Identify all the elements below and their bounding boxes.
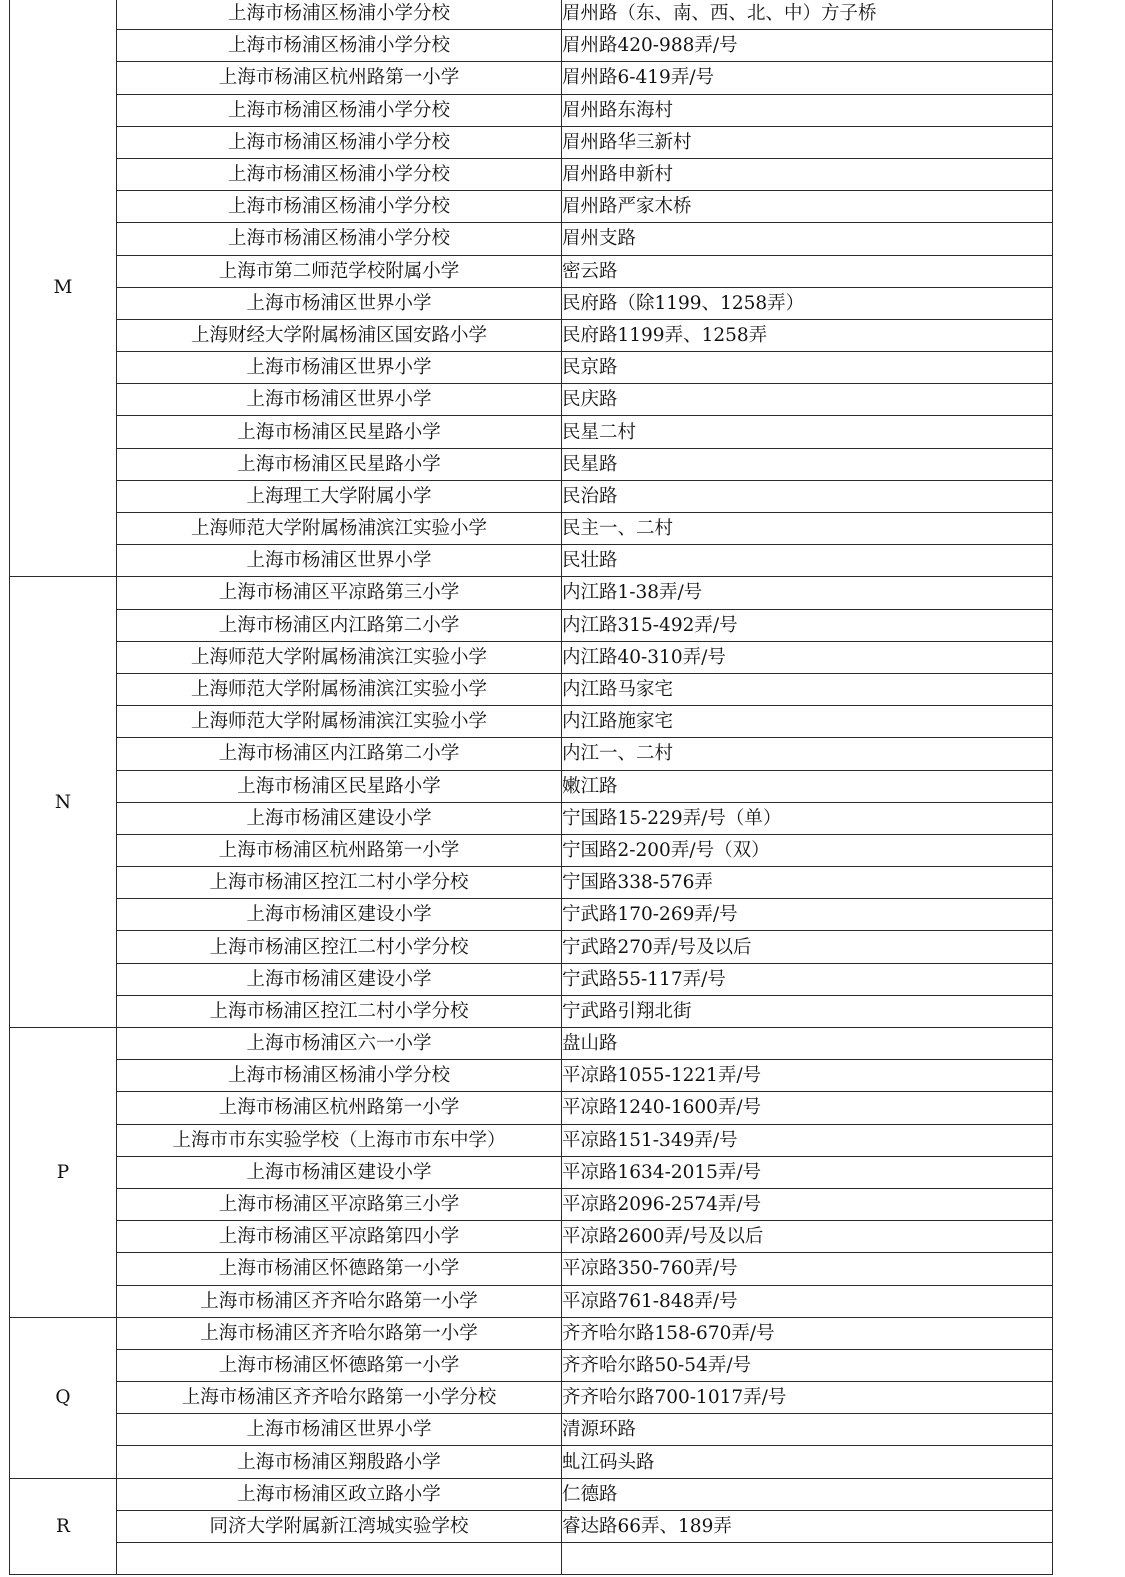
road-cell: 平凉路1055-1221弄/号	[562, 1060, 1053, 1092]
road-cell: 民治路	[562, 480, 1053, 512]
school-cell: 上海市杨浦区民星路小学	[117, 416, 562, 448]
school-cell: 上海市杨浦区建设小学	[117, 1156, 562, 1188]
school-cell: 上海市杨浦区平凉路第四小学	[117, 1221, 562, 1253]
road-cell: 宁武路引翔北街	[562, 995, 1053, 1027]
school-cell: 同济大学附属新江湾城实验学校	[117, 1510, 562, 1542]
road-cell: 眉州路东海村	[562, 94, 1053, 126]
school-cell: 上海师范大学附属杨浦滨江实验小学	[117, 513, 562, 545]
group-letter: M	[10, 0, 117, 577]
school-cell: 上海市第二师范学校附属小学	[117, 255, 562, 287]
school-cell: 上海市杨浦区平凉路第三小学	[117, 1188, 562, 1220]
school-cell: 上海市市东实验学校（上海市市东中学）	[117, 1124, 562, 1156]
table-row	[10, 545, 1053, 577]
school-cell: 上海市杨浦区杨浦小学分校	[117, 223, 562, 255]
school-cell: 上海市杨浦区世界小学	[117, 545, 562, 577]
road-cell: 民星路	[562, 448, 1053, 480]
school-cell: 上海市杨浦区世界小学	[117, 287, 562, 319]
group-letter: R	[10, 1478, 117, 1575]
school-cell: 上海市杨浦区建设小学	[117, 802, 562, 834]
table-row	[10, 609, 1053, 641]
table-row	[10, 513, 1053, 545]
table-row	[10, 1188, 1053, 1220]
table-row	[10, 963, 1053, 995]
table-row	[10, 126, 1053, 158]
road-cell: 民壮路	[562, 545, 1053, 577]
road-cell: 平凉路151-349弄/号	[562, 1124, 1053, 1156]
school-cell: 上海市杨浦区杨浦小学分校	[117, 158, 562, 190]
table-row	[10, 1446, 1053, 1478]
school-cell: 上海市杨浦区杭州路第一小学	[117, 834, 562, 866]
group-letter: Q	[10, 1317, 117, 1478]
table-row	[10, 1285, 1053, 1317]
table-row	[10, 448, 1053, 480]
school-cell: 上海市杨浦区世界小学	[117, 352, 562, 384]
table-row	[10, 352, 1053, 384]
group-letter: P	[10, 1028, 117, 1318]
table-row	[10, 1124, 1053, 1156]
road-cell: 民庆路	[562, 384, 1053, 416]
table-row	[10, 1510, 1053, 1542]
table-row	[10, 30, 1053, 62]
table-row	[10, 480, 1053, 512]
school-cell: 上海市杨浦区平凉路第三小学	[117, 577, 562, 609]
table-row	[10, 1060, 1053, 1092]
table-row	[10, 1317, 1053, 1349]
school-cell: 上海市杨浦区齐齐哈尔路第一小学	[117, 1285, 562, 1317]
school-cell: 上海市杨浦区内江路第二小学	[117, 609, 562, 641]
table-row	[10, 1221, 1053, 1253]
school-cell: 上海市杨浦区怀德路第一小学	[117, 1349, 562, 1381]
road-cell: 内江路40-310弄/号	[562, 641, 1053, 673]
road-cell: 平凉路2600弄/号及以后	[562, 1221, 1053, 1253]
table-row	[10, 1543, 1053, 1575]
school-cell: 上海市杨浦区建设小学	[117, 963, 562, 995]
road-cell: 宁国路338-576弄	[562, 867, 1053, 899]
road-cell	[562, 1543, 1053, 1575]
road-cell: 平凉路1634-2015弄/号	[562, 1156, 1053, 1188]
road-cell: 平凉路1240-1600弄/号	[562, 1092, 1053, 1124]
table-row	[10, 834, 1053, 866]
road-cell: 宁国路15-229弄/号（单）	[562, 802, 1053, 834]
school-cell: 上海市杨浦区杨浦小学分校	[117, 0, 562, 30]
table-row	[10, 641, 1053, 673]
school-cell: 上海市杨浦区怀德路第一小学	[117, 1253, 562, 1285]
table-row	[10, 770, 1053, 802]
road-cell: 盘山路	[562, 1028, 1053, 1060]
school-district-table	[9, 0, 1053, 1575]
road-cell: 眉州路（东、南、西、北、中）方子桥	[562, 0, 1053, 30]
table-row	[10, 1028, 1053, 1060]
school-cell: 上海市杨浦区翔殷路小学	[117, 1446, 562, 1478]
road-cell: 民主一、二村	[562, 513, 1053, 545]
road-cell: 密云路	[562, 255, 1053, 287]
school-cell: 上海市杨浦区民星路小学	[117, 770, 562, 802]
table-row	[10, 1478, 1053, 1510]
school-cell: 上海市杨浦区杨浦小学分校	[117, 191, 562, 223]
road-cell: 眉州路420-988弄/号	[562, 30, 1053, 62]
school-cell: 上海师范大学附属杨浦滨江实验小学	[117, 673, 562, 705]
table-row	[10, 223, 1053, 255]
road-cell: 眉州路申新村	[562, 158, 1053, 190]
road-cell: 宁武路170-269弄/号	[562, 899, 1053, 931]
school-cell: 上海市杨浦区杨浦小学分校	[117, 1060, 562, 1092]
road-cell: 眉州路严家木桥	[562, 191, 1053, 223]
group-letter: N	[10, 577, 117, 1028]
school-cell: 上海市杨浦区杭州路第一小学	[117, 1092, 562, 1124]
road-cell: 虬江码头路	[562, 1446, 1053, 1478]
table-row	[10, 1382, 1053, 1414]
school-cell: 上海市杨浦区民星路小学	[117, 448, 562, 480]
table-row	[10, 1156, 1053, 1188]
school-cell: 上海市杨浦区建设小学	[117, 899, 562, 931]
table-row	[10, 319, 1053, 351]
table-row	[10, 1253, 1053, 1285]
table-row	[10, 62, 1053, 94]
school-cell: 上海市杨浦区内江路第二小学	[117, 738, 562, 770]
school-cell: 上海市杨浦区政立路小学	[117, 1478, 562, 1510]
road-cell: 民府路（除1199、1258弄）	[562, 287, 1053, 319]
table-row	[10, 673, 1053, 705]
table-row	[10, 738, 1053, 770]
school-cell: 上海市杨浦区控江二村小学分校	[117, 931, 562, 963]
road-cell: 民京路	[562, 352, 1053, 384]
table-row	[10, 931, 1053, 963]
table-row	[10, 1092, 1053, 1124]
table-row	[10, 802, 1053, 834]
table-body	[10, 0, 1053, 1575]
road-cell: 眉州支路	[562, 223, 1053, 255]
table-row	[10, 577, 1053, 609]
road-cell: 平凉路761-848弄/号	[562, 1285, 1053, 1317]
school-cell: 上海理工大学附属小学	[117, 480, 562, 512]
road-cell: 嫩江路	[562, 770, 1053, 802]
school-cell: 上海市杨浦区杭州路第一小学	[117, 62, 562, 94]
road-cell: 眉州路华三新村	[562, 126, 1053, 158]
road-cell: 眉州路6-419弄/号	[562, 62, 1053, 94]
road-cell: 平凉路350-760弄/号	[562, 1253, 1053, 1285]
school-cell: 上海市杨浦区杨浦小学分校	[117, 94, 562, 126]
table-row	[10, 899, 1053, 931]
road-cell: 内江路1-38弄/号	[562, 577, 1053, 609]
school-cell: 上海市杨浦区杨浦小学分校	[117, 30, 562, 62]
road-cell: 内江路马家宅	[562, 673, 1053, 705]
table-row	[10, 287, 1053, 319]
road-cell: 内江路315-492弄/号	[562, 609, 1053, 641]
road-cell: 齐齐哈尔路50-54弄/号	[562, 1349, 1053, 1381]
road-cell: 齐齐哈尔路158-670弄/号	[562, 1317, 1053, 1349]
table-row	[10, 706, 1053, 738]
school-cell: 上海市杨浦区控江二村小学分校	[117, 867, 562, 899]
road-cell: 内江一、二村	[562, 738, 1053, 770]
road-cell: 宁武路270弄/号及以后	[562, 931, 1053, 963]
table-row	[10, 191, 1053, 223]
table-row	[10, 94, 1053, 126]
school-cell: 上海市杨浦区控江二村小学分校	[117, 995, 562, 1027]
road-cell: 平凉路2096-2574弄/号	[562, 1188, 1053, 1220]
school-cell: 上海市杨浦区六一小学	[117, 1028, 562, 1060]
table-row	[10, 867, 1053, 899]
table-row	[10, 1349, 1053, 1381]
road-cell: 齐齐哈尔路700-1017弄/号	[562, 1382, 1053, 1414]
road-cell: 宁武路55-117弄/号	[562, 963, 1053, 995]
table-row	[10, 1414, 1053, 1446]
table-row	[10, 158, 1053, 190]
school-cell: 上海市杨浦区世界小学	[117, 1414, 562, 1446]
road-cell: 宁国路2-200弄/号（双）	[562, 834, 1053, 866]
road-cell: 睿达路66弄、189弄	[562, 1510, 1053, 1542]
road-cell: 清源环路	[562, 1414, 1053, 1446]
road-cell: 民府路1199弄、1258弄	[562, 319, 1053, 351]
school-cell: 上海市杨浦区齐齐哈尔路第一小学	[117, 1317, 562, 1349]
table-row	[10, 384, 1053, 416]
road-cell: 仁德路	[562, 1478, 1053, 1510]
school-cell: 上海市杨浦区世界小学	[117, 384, 562, 416]
school-cell: 上海师范大学附属杨浦滨江实验小学	[117, 641, 562, 673]
table-row	[10, 416, 1053, 448]
school-cell	[117, 1543, 562, 1575]
school-cell: 上海市杨浦区杨浦小学分校	[117, 126, 562, 158]
school-cell: 上海财经大学附属杨浦区国安路小学	[117, 319, 562, 351]
table-row	[10, 0, 1053, 30]
road-cell: 民星二村	[562, 416, 1053, 448]
school-cell: 上海市杨浦区齐齐哈尔路第一小学分校	[117, 1382, 562, 1414]
road-cell: 内江路施家宅	[562, 706, 1053, 738]
table-row	[10, 255, 1053, 287]
table-row	[10, 995, 1053, 1027]
school-cell: 上海师范大学附属杨浦滨江实验小学	[117, 706, 562, 738]
